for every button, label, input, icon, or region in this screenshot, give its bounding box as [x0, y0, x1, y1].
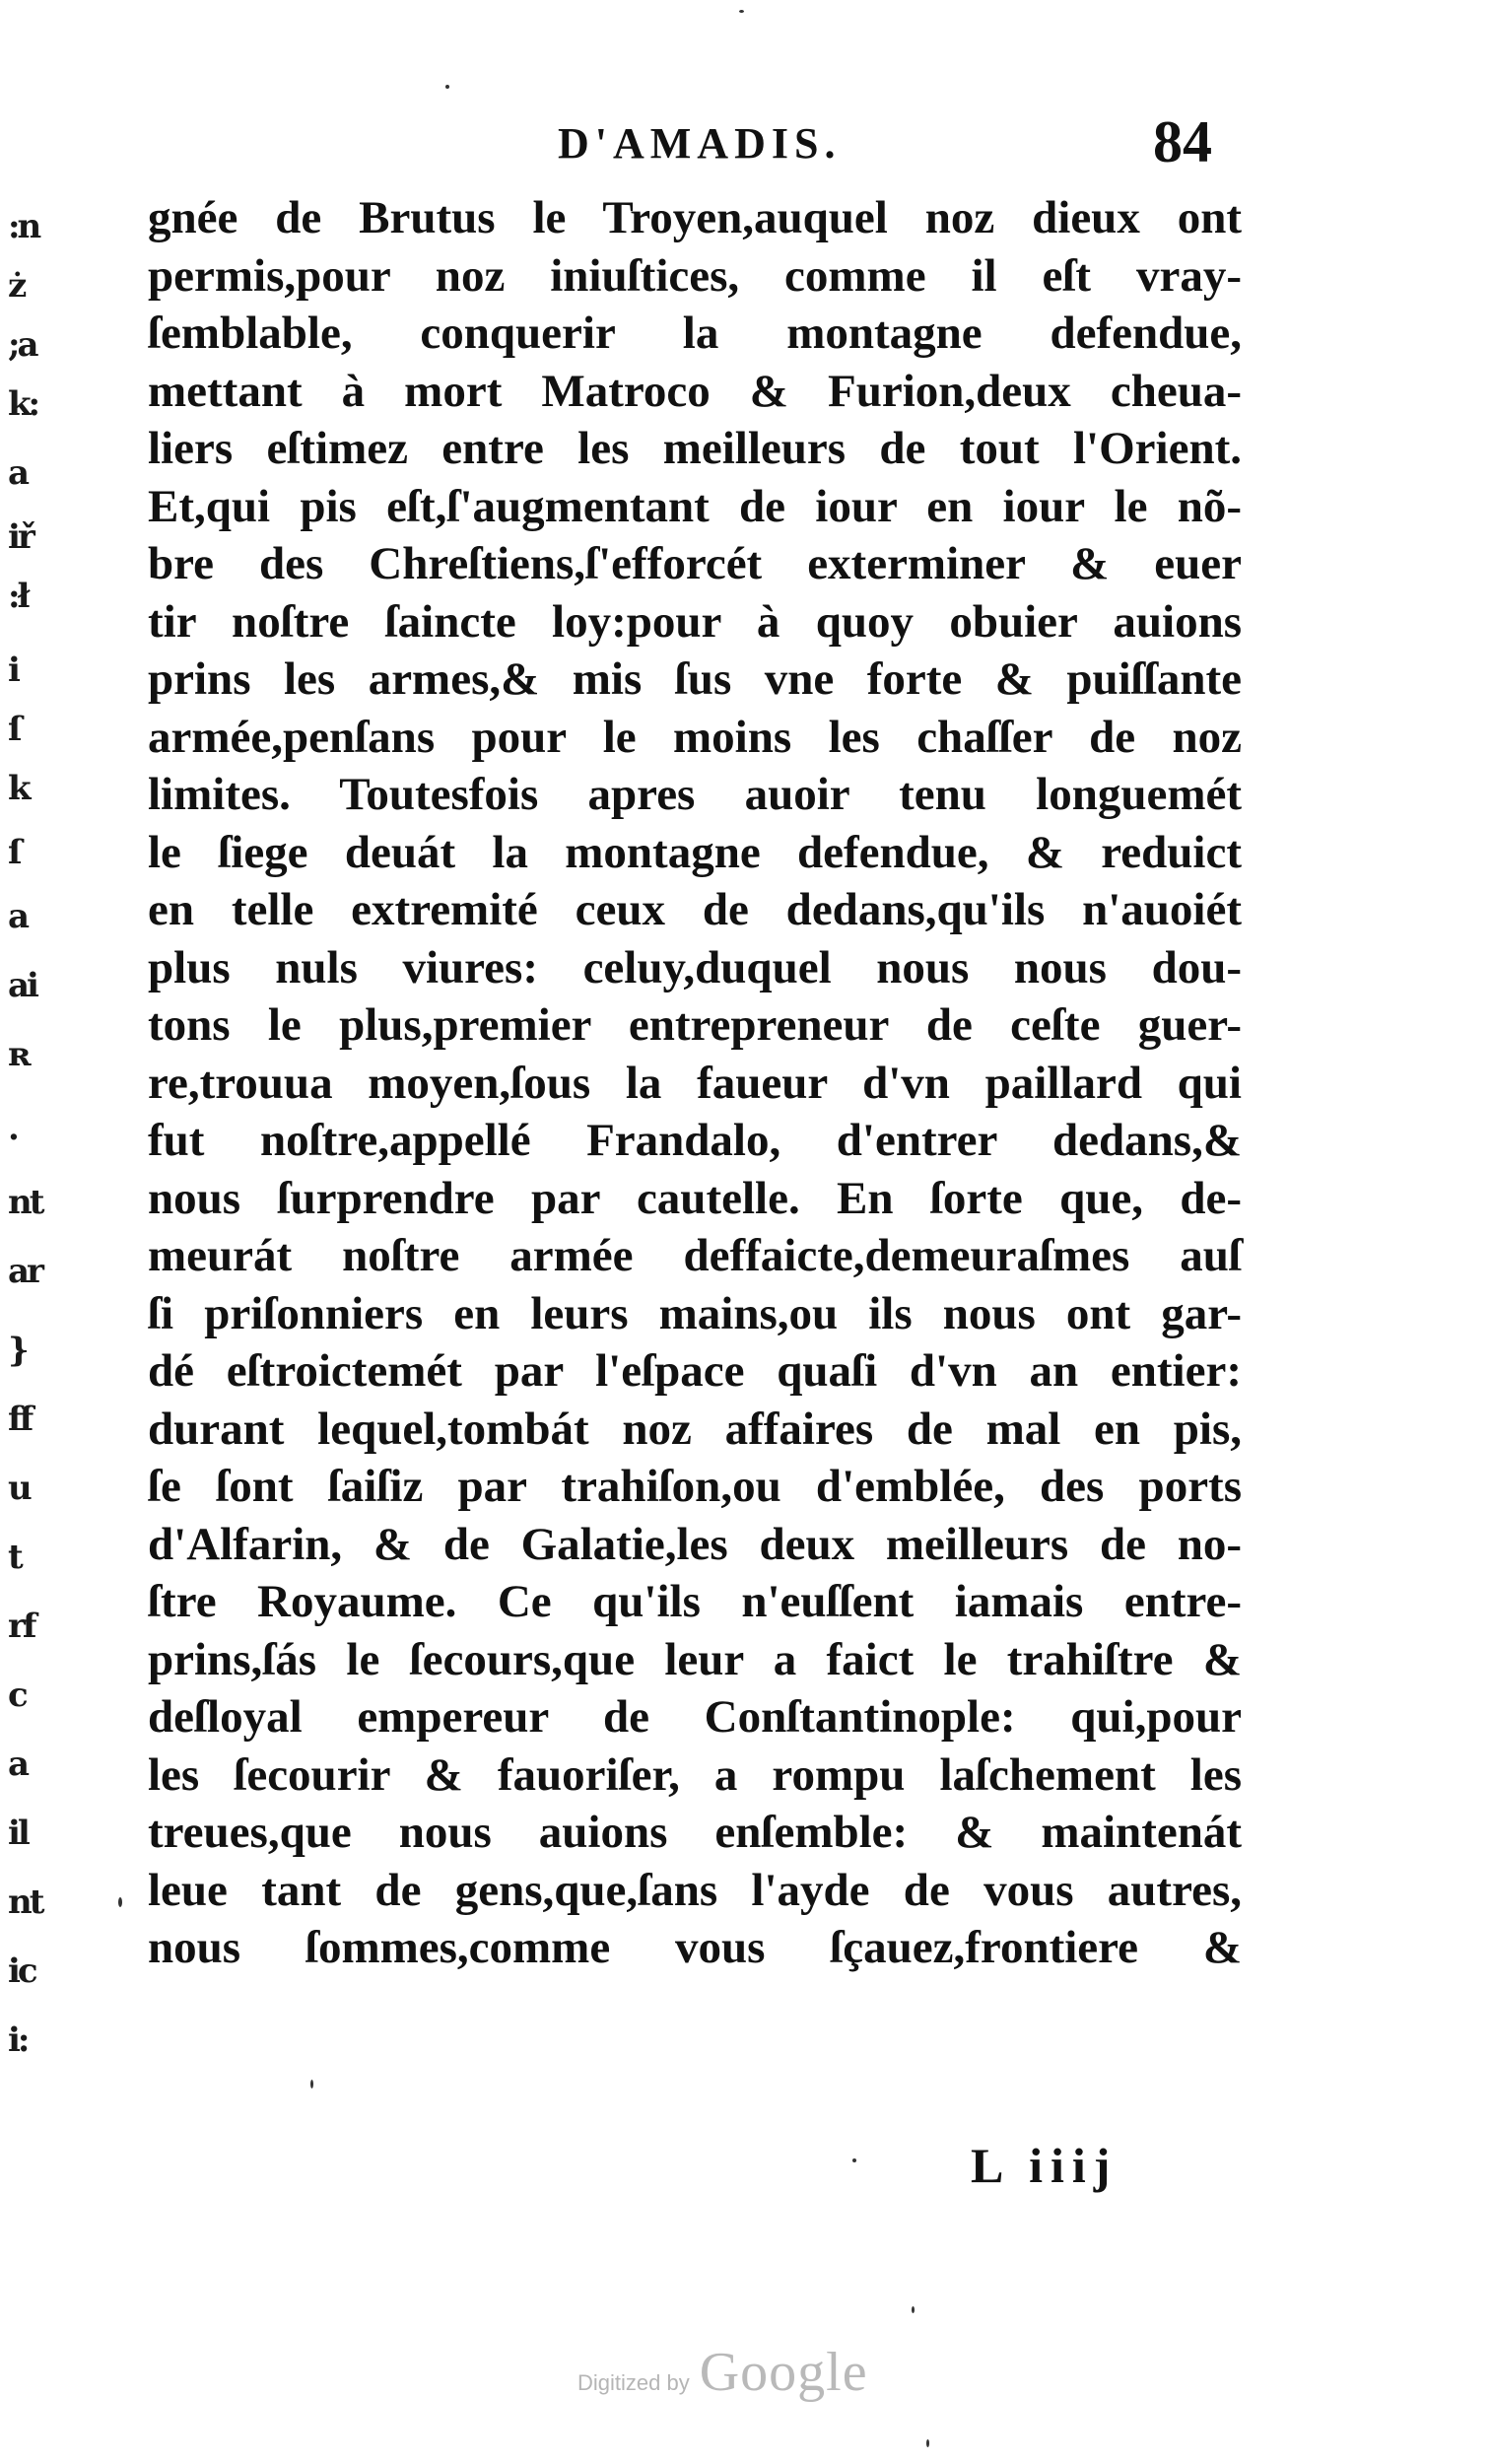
text-line: ſemblable, conquerir la montagne defendue, [148, 308, 1242, 359]
gutter-mark: :n [8, 207, 39, 246]
text-line: limites. Toutesfois apres auoir tenu longuemét [148, 769, 1242, 820]
text-line: ſtre Royaume. Ce qu'ils n'euſſent iamais entre- [148, 1576, 1242, 1627]
ink-speck [445, 85, 449, 89]
gutter-mark: u [8, 1469, 30, 1508]
running-head: D'AMADIS. [558, 119, 842, 168]
gutter-mark: k: [8, 384, 38, 424]
text-line: deſloyal empereur de Conſtantinople: qui,pour [148, 1691, 1242, 1743]
gutter-mark: nt [8, 1882, 42, 1922]
text-line: treues,que nous auions enſemble: & maintenát [148, 1807, 1242, 1858]
text-line: ſe ſont ſaiſiz par trahiſon,ou d'emblée, des ports [148, 1461, 1242, 1512]
digitization-watermark [577, 2341, 868, 2404]
ink-speck [926, 2439, 929, 2447]
gutter-mark: il [8, 1814, 28, 1853]
gutter-mark: ʀ [8, 1035, 29, 1074]
gutter-mark: ;a [8, 325, 36, 365]
gutter-mark: } [8, 1331, 27, 1370]
gutter-mark: i [8, 650, 18, 690]
text-line: mettant à mort Matroco & Furion,deux cheua- [148, 365, 1242, 417]
gutter-mark: ic [8, 1951, 35, 1991]
ink-speck [852, 2158, 856, 2162]
page-number: 84 [1153, 109, 1212, 174]
gutter-mark: k [8, 769, 29, 808]
text-line: bre des Chreſtiens,ſ'efforcét exterminer & euer [148, 538, 1242, 589]
ink-speck [310, 2080, 313, 2088]
gutter-mark: ai [8, 966, 36, 1005]
gutter-mark: :ł [8, 577, 28, 616]
gutter-mark: a [8, 897, 28, 936]
gutter-mark: ſ [8, 710, 20, 749]
text-line: nous ſurprendre par cautelle. En ſorte que, de- [148, 1172, 1242, 1224]
gutter-mark: ſ [8, 833, 20, 872]
text-line: d'Alfarin, & de Galatie,les deux meilleurs de no- [148, 1518, 1242, 1570]
gutter-mark: ff [8, 1400, 32, 1439]
ink-speck [739, 10, 744, 13]
text-line: fut noſtre,appellé Frandalo, d'entrer dedans,& [148, 1115, 1242, 1166]
text-line: en telle extremité ceux de dedans,qu'ils n'auoiét [148, 884, 1242, 935]
gutter-mark: t [8, 1538, 21, 1577]
text-line: prins les armes,& mis ſus vne forte & puiſſante [148, 653, 1242, 705]
gutter-mark: c [8, 1676, 26, 1715]
text-line: dé eſtroictemét par l'eſpace quaſi d'vn an entier: [148, 1345, 1242, 1397]
ink-speck [118, 1897, 122, 1907]
text-line: tir noſtre ſaincte loy:pour à quoy obuier auions [148, 595, 1242, 648]
watermark-prefix: Digitized by [577, 2370, 690, 2395]
ink-speck [912, 2306, 915, 2313]
text-line: tons le plus,premier entrepreneur de ceſte guer- [148, 999, 1242, 1051]
body-text [148, 189, 1242, 1977]
gutter-mark: . [8, 1109, 17, 1148]
gutter-mark: ar [8, 1252, 41, 1291]
facing-page-gutter [0, 187, 69, 2119]
text-line: liers eſtimez entre les meilleurs de tout l'Orient. [148, 423, 1242, 474]
text-line: Et,qui pis eſt,ſ'augmentant de iour en iour le nõ- [148, 480, 1242, 532]
gutter-mark: nt [8, 1183, 42, 1222]
text-line: durant lequel,tombát noz affaires de mal en pis, [148, 1403, 1242, 1455]
text-line: prins,ſás le ſecours,que leur a faict le trahiſtre & [148, 1633, 1242, 1685]
text-line: le ſiege deuát la montagne defendue, & reduict [148, 826, 1242, 878]
text-line: permis,pour noz iniuſtices, comme il eſt vray- [148, 249, 1242, 302]
text-line: meurát noſtre armée deffaicte,demeuraſmes auſ [148, 1230, 1242, 1281]
text-line: les ſecourir & fauoriſer, a rompu laſchement les [148, 1748, 1242, 1801]
gutter-mark: ż [8, 266, 25, 306]
gutter-mark: a [8, 1745, 28, 1784]
text-line: leue tant de gens,que,ſans l'ayde de vous autres, [148, 1864, 1242, 1916]
text-line: gnée de Brutus le Troyen,auquel noz dieux ont [148, 192, 1242, 243]
text-line: ſi priſonniers en leurs mains,ou ils nous ont gar- [148, 1287, 1242, 1339]
gutter-mark: a [8, 453, 28, 493]
watermark-brand: Google [699, 2342, 868, 2403]
text-line: nous ſommes,comme vous ſçauez,frontiere & [148, 1922, 1242, 1973]
text-line: plus nuls viures: celuy,duquel nous nous dou- [148, 941, 1242, 993]
gutter-mark: rf [8, 1607, 34, 1646]
text-line: re,trouua moyen,ſous la faueur d'vn paillard qui [148, 1057, 1242, 1109]
gutter-mark: i: [8, 2020, 28, 2060]
text-line: armée,penſans pour le moins les chaſſer de noz [148, 711, 1242, 763]
signature-mark: L iiij [971, 2138, 1119, 2193]
gutter-mark: iř [8, 517, 33, 557]
